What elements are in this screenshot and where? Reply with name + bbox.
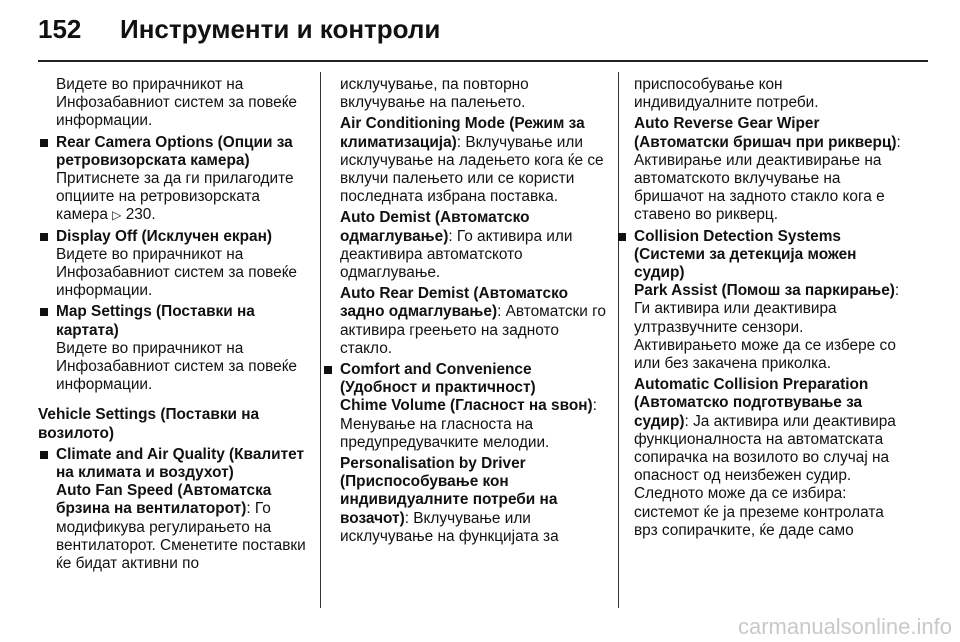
paragraph: исклучување, па повторно вклучување на палењето. [340, 76, 529, 112]
paragraph: Видете во прирачникот на Инфозабавниот систем за повеќе информации. [56, 245, 297, 300]
header-rule [38, 60, 928, 62]
paragraph [38, 170, 306, 225]
subheading: Automatic Collision Preparation (Автоматско подготвување за судир) [634, 376, 869, 430]
subheading: Chime Volume (Гласност на ѕвон) [340, 397, 593, 415]
section-heading-vehicle-settings: Vehicle Settings (Поставки на возилото) [38, 406, 260, 442]
bullet-display-off: Display Off (Исклучен екран) [38, 228, 306, 246]
page-title: Инструменти и контроли [120, 14, 441, 44]
text: Вклучување или исклучување на ладењето кога ќе се вклучи палењето или се користи последната избрана поставка. [340, 133, 604, 206]
bullet-collision-detection: Collision Detection Systems (Системи за детекција можен судир) [616, 228, 904, 283]
page-number: 152 [38, 14, 82, 44]
bullet-climate-air-quality: Climate and Air Quality (Квалитет на климата и воздухот) [38, 446, 306, 482]
column-2 [340, 76, 606, 549]
text: Ја активира или деактивира функционалноста на автоматската сопирачка на возилото во случај на опасност од неизбежен судир. Следното може да се избира: системот ќе ја преземе контролата врз сопирачките, ќе даде само [634, 412, 896, 539]
paragraph: Видете во прирачникот на Инфозабавниот систем за повеќе информации. [56, 339, 297, 394]
page-reference: 230. [125, 206, 156, 224]
reference-arrow-icon: ▷ [112, 208, 122, 223]
paragraph: приспособување кон индивидуалните потреби. [634, 76, 819, 112]
bullet-map-settings: Map Settings (Поставки на картата) [38, 303, 306, 339]
paragraph: Air Conditioning Mode (Режим за климатизација): Вклучување или исклучување на ладењето кога ќе се вклучи палењето или се користи последната избрана поставка. [340, 115, 604, 206]
subheading: Auto Demist (Автоматско одмаглување) [340, 209, 530, 245]
paragraph: Auto Fan Speed (Автоматска брзина на вентилаторот): Го модификува регулирањето на вентилаторот. Сменетите поставки ќе бидат активни по [56, 482, 306, 573]
paragraph: Auto Rear Demist (Автоматско задно одмаглување): Автоматски го активира греењето на задното стакло. [340, 285, 606, 357]
subheading: Auto Rear Demist (Автоматско задно одмаглување) [340, 285, 568, 321]
paragraph: Auto Demist (Автоматско одмаглување): Го активира или деактивира автоматското одмаглување. [340, 209, 573, 282]
text: Ги активира или деактивира ултразвучните сензори. Активирањето може да се избере со или без закачена приколка. [634, 300, 896, 373]
column-3 [634, 76, 904, 543]
subheading: Auto Fan Speed (Автоматска брзина на вентилаторот) [56, 482, 272, 518]
text: Активирање или деактивирање на автоматското вклучување на бришачот на задното стакло кога е ставено во рикверц. [634, 151, 885, 224]
text: Притиснете за да ги прилагодите опциите на ретровизорската камера [56, 170, 294, 224]
paragraph: Park Assist (Помош за паркирање): Ги активира или деактивира ултразвучните сензори. Активирањето може да се избере со или без закачена приколка. [634, 282, 900, 373]
column-divider-1 [320, 72, 321, 608]
subheading: Personalisation by Driver (Приспособување кон индивидуалните потреби на возачот) [340, 455, 558, 527]
subheading: Air Conditioning Mode (Режим за климатизација) [340, 115, 585, 151]
column-1 [38, 76, 306, 576]
column-divider-2 [618, 72, 619, 608]
subheading: Park Assist (Помош за паркирање) [634, 282, 895, 300]
page-header [38, 14, 440, 45]
watermark: carmanualsonline.info [737, 614, 952, 639]
text: Автоматски го активира греењето на задното стакло. [340, 303, 606, 357]
text: Вклучување или исклучување на функцијата за [340, 509, 559, 545]
text: Го модификува регулирањето на вентилаторот. Сменетите поставки ќе бидат активни по [56, 500, 306, 573]
paragraph: Auto Reverse Gear Wiper (Автоматски бришач при рикверц): Активирање или деактивирање на автоматското вклучување на бришачот на задното стакло кога е ставено во рикверц. [634, 115, 901, 224]
paragraph: Automatic Collision Preparation (Автоматско подготвување за судир): Ја активира или деактивира функционалноста на автоматската сопирачка на возилото во случај на опасност од неизбежен судир. Следното може да се избира: системот ќе ја преземе контролата врз сопирачките, ќе даде само [634, 376, 896, 539]
text: Го активира или деактивира автоматското одмаглување. [340, 227, 573, 282]
bullet-comfort-convenience: Comfort and Convenience (Удобност и практичност) [322, 361, 606, 397]
paragraph: Видете во прирачникот на Инфозабавниот систем за повеќе информации. [56, 76, 297, 130]
bullet-rear-camera-options: Rear Camera Options (Опции за ретровизорската камера) [38, 134, 306, 170]
paragraph: Personalisation by Driver (Приспособување кон индивидуалните потреби на возачот): Вклучување или исклучување на функцијата за [340, 455, 559, 545]
text: Менување на гласноста на предупредувачките мелодии. [340, 415, 550, 451]
paragraph: Chime Volume (Гласност на ѕвон): Менување на гласноста на предупредувачките мелодии. [340, 397, 597, 451]
subheading: Auto Reverse Gear Wiper (Автоматски бришач при рикверц) [634, 115, 897, 151]
